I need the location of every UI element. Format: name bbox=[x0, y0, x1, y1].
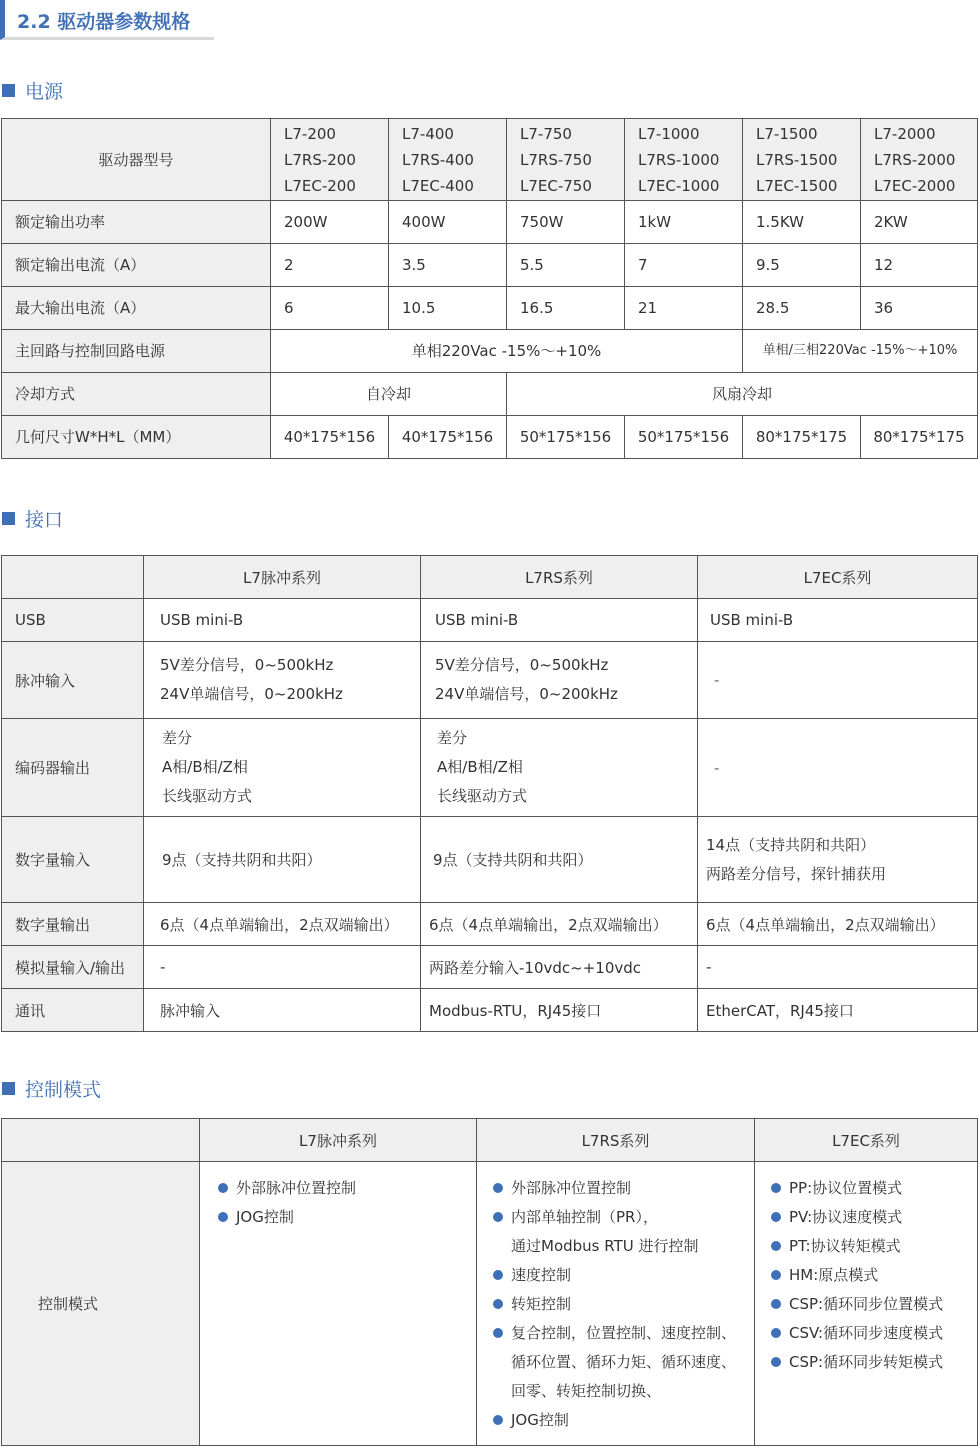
table-row bbox=[2, 244, 978, 287]
table-cell: 750W bbox=[507, 201, 625, 244]
table-cell: 两路差分输入-10vdc~+10vdc bbox=[421, 946, 698, 989]
bullet-dot-icon bbox=[771, 1212, 781, 1222]
table-row bbox=[2, 817, 978, 903]
table-cell bbox=[477, 1162, 755, 1446]
table-cell bbox=[200, 1162, 477, 1446]
table-cell: 2KW bbox=[861, 201, 978, 244]
table-row bbox=[2, 903, 978, 946]
section-title bbox=[0, 0, 214, 40]
power-heading bbox=[2, 78, 63, 102]
table-cell: 40*175*156 bbox=[389, 416, 507, 459]
table-row bbox=[2, 416, 978, 459]
square-bullet-icon bbox=[2, 1082, 15, 1095]
list-item: PV:协议速度模式 bbox=[767, 1203, 977, 1232]
table-cell: 风扇冷却 bbox=[507, 373, 978, 416]
table-cell: 1kW bbox=[625, 201, 743, 244]
table-cell: 80*175*175 bbox=[861, 416, 978, 459]
row-label: 额定输出功率 bbox=[2, 201, 271, 244]
list-item: JOG控制 bbox=[489, 1406, 754, 1435]
table-cell: 7 bbox=[625, 244, 743, 287]
bullet-dot-icon bbox=[771, 1241, 781, 1251]
bullet-dot-icon bbox=[771, 1357, 781, 1367]
list-item: PP:协议位置模式 bbox=[767, 1174, 977, 1203]
table-cell: 5V差分信号，0~500kHz 24V单端信号，0~200kHz bbox=[144, 642, 421, 719]
bullet-dot-icon bbox=[493, 1270, 503, 1280]
table-cell: - bbox=[698, 946, 978, 989]
table-cell: 200W bbox=[271, 201, 389, 244]
table-row bbox=[2, 373, 978, 416]
column-header: L7RS系列 bbox=[421, 556, 698, 599]
table-cell: USB mini-B bbox=[144, 599, 421, 642]
bullet-dot-icon bbox=[218, 1212, 228, 1222]
column-header: L7RS系列 bbox=[477, 1119, 755, 1162]
list-item: 速度控制 bbox=[489, 1261, 754, 1290]
table-cell: 10.5 bbox=[389, 287, 507, 330]
table-cell: 差分 A相/B相/Z相 长线驱动方式 bbox=[421, 719, 698, 817]
list-item: 转矩控制 bbox=[489, 1290, 754, 1319]
table-row bbox=[2, 989, 978, 1032]
table-cell: 400W bbox=[389, 201, 507, 244]
table-row bbox=[2, 642, 978, 719]
row-label: USB bbox=[2, 599, 144, 642]
model-header-label: 驱动器型号 bbox=[2, 119, 271, 201]
control-header-row bbox=[2, 1119, 978, 1162]
table-cell: 3.5 bbox=[389, 244, 507, 287]
list-item: 外部脉冲位置控制 bbox=[489, 1174, 754, 1203]
header-cell bbox=[2, 1119, 200, 1162]
interface-header-row bbox=[2, 556, 978, 599]
list-item: 外部脉冲位置控制 bbox=[214, 1174, 476, 1203]
row-label: 编码器输出 bbox=[2, 719, 144, 817]
bullet-dot-icon bbox=[771, 1270, 781, 1280]
list-item: 内部单轴控制（PR）， 通过Modbus RTU 进行控制 bbox=[489, 1203, 754, 1261]
table-cell: 5.5 bbox=[507, 244, 625, 287]
table-cell: 9点（支持共阴和共阳） bbox=[144, 817, 421, 903]
bullet-dot-icon bbox=[493, 1415, 503, 1425]
interface-table bbox=[1, 555, 978, 1032]
row-label: 最大输出电流（A） bbox=[2, 287, 271, 330]
model-cell: L7-1500 L7RS-1500 L7EC-1500 bbox=[743, 119, 861, 201]
column-header: L7EC系列 bbox=[755, 1119, 978, 1162]
table-cell: 36 bbox=[861, 287, 978, 330]
table-cell: - bbox=[698, 719, 978, 817]
table-cell: 脉冲输入 bbox=[144, 989, 421, 1032]
bullet-dot-icon bbox=[218, 1183, 228, 1193]
table-cell: 单相/三相220Vac -15%～+10% bbox=[743, 330, 978, 373]
column-header: L7脉冲系列 bbox=[200, 1119, 477, 1162]
model-cell: L7-400 L7RS-400 L7EC-400 bbox=[389, 119, 507, 201]
mode-list bbox=[214, 1174, 476, 1232]
table-cell: 5V差分信号，0~500kHz 24V单端信号，0~200kHz bbox=[421, 642, 698, 719]
row-label: 几何尺寸W*H*L（MM） bbox=[2, 416, 271, 459]
row-label: 模拟量输入/输出 bbox=[2, 946, 144, 989]
table-row bbox=[2, 599, 978, 642]
table-row bbox=[2, 201, 978, 244]
row-label: 数字量输出 bbox=[2, 903, 144, 946]
bullet-dot-icon bbox=[771, 1183, 781, 1193]
table-cell: 6 bbox=[271, 287, 389, 330]
row-label: 额定输出电流（A） bbox=[2, 244, 271, 287]
table-cell: 自冷却 bbox=[271, 373, 507, 416]
control-heading-text: 控制模式 bbox=[25, 1078, 102, 1101]
control-table bbox=[1, 1118, 978, 1446]
control-heading bbox=[2, 1076, 101, 1100]
table-cell: 21 bbox=[625, 287, 743, 330]
table-cell: 差分 A相/B相/Z相 长线驱动方式 bbox=[144, 719, 421, 817]
table-cell: 50*175*156 bbox=[625, 416, 743, 459]
table-cell: 2 bbox=[271, 244, 389, 287]
bullet-dot-icon bbox=[493, 1183, 503, 1193]
table-cell: 12 bbox=[861, 244, 978, 287]
table-cell: USB mini-B bbox=[698, 599, 978, 642]
row-label: 脉冲输入 bbox=[2, 642, 144, 719]
table-cell: EtherCAT，RJ45接口 bbox=[698, 989, 978, 1032]
table-cell: 1.5KW bbox=[743, 201, 861, 244]
list-item: CSV:循环同步速度模式 bbox=[767, 1319, 977, 1348]
column-header: L7脉冲系列 bbox=[144, 556, 421, 599]
list-item: HM:原点模式 bbox=[767, 1261, 977, 1290]
table-row bbox=[2, 1162, 978, 1446]
list-item: JOG控制 bbox=[214, 1203, 476, 1232]
bullet-dot-icon bbox=[493, 1328, 503, 1338]
power-heading-text: 电源 bbox=[25, 80, 64, 103]
table-cell: - bbox=[144, 946, 421, 989]
bullet-dot-icon bbox=[493, 1299, 503, 1309]
list-item: PT:协议转矩模式 bbox=[767, 1232, 977, 1261]
row-label: 数字量输入 bbox=[2, 817, 144, 903]
table-cell: USB mini-B bbox=[421, 599, 698, 642]
table-row bbox=[2, 330, 978, 373]
square-bullet-icon bbox=[2, 84, 15, 97]
row-label: 控制模式 bbox=[2, 1162, 200, 1446]
model-cell: L7-200 L7RS-200 L7EC-200 bbox=[271, 119, 389, 201]
table-row bbox=[2, 946, 978, 989]
header-cell bbox=[2, 556, 144, 599]
column-header: L7EC系列 bbox=[698, 556, 978, 599]
list-item: CSP:循环同步转矩模式 bbox=[767, 1348, 977, 1377]
table-cell: 单相220Vac -15%～+10% bbox=[271, 330, 743, 373]
table-cell: 14点（支持共阴和共阳） 两路差分信号，探针捕获用 bbox=[698, 817, 978, 903]
table-cell: 9.5 bbox=[743, 244, 861, 287]
bullet-dot-icon bbox=[771, 1328, 781, 1338]
row-label: 冷却方式 bbox=[2, 373, 271, 416]
power-header-row bbox=[2, 119, 978, 201]
interface-heading-text: 接口 bbox=[25, 508, 64, 531]
table-row bbox=[2, 719, 978, 817]
table-cell: 6点（4点单端输出，2点双端输出） bbox=[144, 903, 421, 946]
table-cell: - bbox=[698, 642, 978, 719]
model-cell: L7-750 L7RS-750 L7EC-750 bbox=[507, 119, 625, 201]
model-cell: L7-2000 L7RS-2000 L7EC-2000 bbox=[861, 119, 978, 201]
list-item: CSP:循环同步位置模式 bbox=[767, 1290, 977, 1319]
interface-heading bbox=[2, 506, 63, 530]
model-cell: L7-1000 L7RS-1000 L7EC-1000 bbox=[625, 119, 743, 201]
row-label: 通讯 bbox=[2, 989, 144, 1032]
table-cell: 6点（4点单端输出，2点双端输出） bbox=[698, 903, 978, 946]
square-bullet-icon bbox=[2, 512, 15, 525]
table-cell bbox=[755, 1162, 978, 1446]
power-table bbox=[1, 118, 978, 459]
table-cell: 6点（4点单端输出，2点双端输出） bbox=[421, 903, 698, 946]
bullet-dot-icon bbox=[493, 1212, 503, 1222]
section-title-text: 2.2 驱动器参数规格 bbox=[17, 11, 191, 33]
table-cell: 28.5 bbox=[743, 287, 861, 330]
table-cell: Modbus-RTU，RJ45接口 bbox=[421, 989, 698, 1032]
mode-list bbox=[767, 1174, 977, 1377]
table-cell: 40*175*156 bbox=[271, 416, 389, 459]
table-cell: 16.5 bbox=[507, 287, 625, 330]
mode-list bbox=[489, 1174, 754, 1435]
row-label: 主回路与控制回路电源 bbox=[2, 330, 271, 373]
table-cell: 9点（支持共阴和共阳） bbox=[421, 817, 698, 903]
table-cell: 80*175*175 bbox=[743, 416, 861, 459]
table-cell: 50*175*156 bbox=[507, 416, 625, 459]
table-row bbox=[2, 287, 978, 330]
bullet-dot-icon bbox=[771, 1299, 781, 1309]
list-item: 复合控制，位置控制、速度控制、 循环位置、循环力矩、循环速度、 回零、转矩控制切换、 bbox=[489, 1319, 754, 1406]
